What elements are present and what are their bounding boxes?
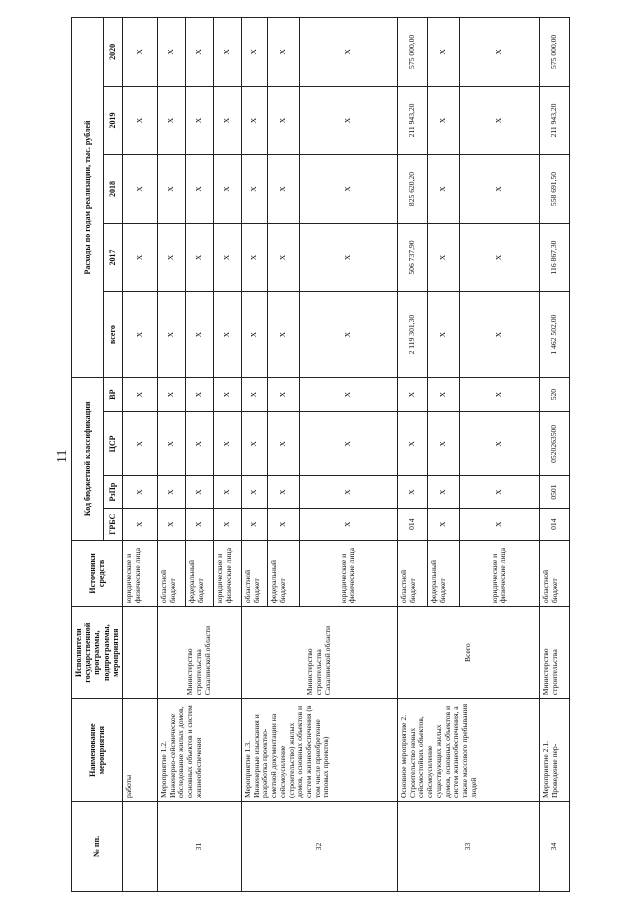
cell-total: X	[122, 292, 157, 378]
row-source: юридические и физические лица	[213, 540, 241, 606]
row-source: федеральный бюджет	[185, 540, 213, 606]
row-executor: Министерство строительства Сахалинской области	[157, 607, 241, 699]
row-name: Основное мероприятие 2. Строительство новых сейсмостойких объектов, сейсмоусиление существующих жилых домов, основных объектов и систем жизнеобеспечения, а также массового пребывания людей	[397, 699, 539, 802]
row-name: Мероприятие 2.1. Проведение пер-	[539, 699, 569, 802]
cell-2019: X	[122, 86, 157, 155]
row-source: юридические и физические лица	[299, 540, 397, 606]
cell-2017: X	[122, 223, 157, 292]
cell-csr: X	[213, 412, 241, 476]
cell-vr: X	[157, 377, 185, 411]
cell-2020: X	[459, 18, 539, 87]
header-executors: Исполнители государственной программы, подпрограммы, мероприятия	[72, 607, 123, 699]
row-executor: Министерство строительства	[539, 607, 569, 699]
cell-grbs: X	[213, 508, 241, 540]
header-total: всего	[103, 292, 122, 378]
row-num: 33	[397, 802, 539, 892]
row-num: 34	[539, 802, 569, 892]
cell-2018: 825 620,20	[397, 155, 427, 224]
cell-rzpr: X	[122, 476, 157, 508]
cell-vr: X	[459, 377, 539, 411]
cell-2017: 506 737,90	[397, 223, 427, 292]
cell-total: X	[267, 292, 299, 378]
cell-vr: X	[267, 377, 299, 411]
row-source: федеральный бюджет	[267, 540, 299, 606]
cell-rzpr: X	[185, 476, 213, 508]
cell-2017: X	[267, 223, 299, 292]
row-num-cell	[122, 802, 157, 892]
header-grbs: ГРБС	[103, 508, 122, 540]
cell-grbs: X	[267, 508, 299, 540]
cell-2020: 575 000,00	[539, 18, 569, 87]
header-rzpr: РзПр	[103, 476, 122, 508]
cell-csr: X	[397, 412, 427, 476]
header-2018: 2018	[103, 155, 122, 224]
row-num: 32	[241, 802, 397, 892]
cell-2019: X	[267, 86, 299, 155]
cell-2019: X	[241, 86, 267, 155]
cell-total: X	[459, 292, 539, 378]
cell-csr: X	[427, 412, 459, 476]
cell-2020: X	[122, 18, 157, 87]
header-2020: 2020	[103, 18, 122, 87]
cell-2017: X	[299, 223, 397, 292]
budget-table	[71, 17, 570, 892]
table-row	[241, 18, 267, 892]
row-source: областной бюджет	[539, 540, 569, 606]
cell-2019: 211 943,20	[397, 86, 427, 155]
cell-csr: 0520263500	[539, 412, 569, 476]
cell-2020: X	[157, 18, 185, 87]
cell-2020: X	[427, 18, 459, 87]
cell-rzpr: 0501	[539, 476, 569, 508]
row-source: юридические и физические лица	[459, 540, 539, 606]
cell-vr: X	[397, 377, 427, 411]
cell-2017: X	[459, 223, 539, 292]
table-row	[157, 18, 185, 892]
cell-2020: X	[185, 18, 213, 87]
row-executor-cell	[122, 607, 157, 699]
cell-vr: X	[213, 377, 241, 411]
cell-rzpr: X	[299, 476, 397, 508]
cell-total: X	[299, 292, 397, 378]
cell-2017: 116 867,30	[539, 223, 569, 292]
cell-csr: X	[122, 412, 157, 476]
cell-2018: X	[299, 155, 397, 224]
cell-total: 2 119 301,30	[397, 292, 427, 378]
table-row	[539, 18, 569, 892]
cell-csr: X	[241, 412, 267, 476]
cell-rzpr: X	[157, 476, 185, 508]
cell-2018: X	[157, 155, 185, 224]
cell-csr: X	[299, 412, 397, 476]
cell-vr: X	[241, 377, 267, 411]
row-source: областной бюджет	[397, 540, 427, 606]
cell-total: X	[185, 292, 213, 378]
cell-total: X	[241, 292, 267, 378]
cell-2018: X	[427, 155, 459, 224]
header-expenses: Расходы по годам реализации, тыс. рублей	[72, 18, 104, 378]
cell-vr: X	[185, 377, 213, 411]
cell-2020: X	[267, 18, 299, 87]
cell-2017: X	[241, 223, 267, 292]
cell-2018: X	[185, 155, 213, 224]
cell-2019: X	[427, 86, 459, 155]
cell-grbs: X	[241, 508, 267, 540]
row-num: 31	[157, 802, 241, 892]
cell-grbs: X	[299, 508, 397, 540]
cell-2019: X	[299, 86, 397, 155]
cell-vr: X	[427, 377, 459, 411]
header-name: Наименование мероприятия	[72, 699, 123, 802]
cell-rzpr: X	[397, 476, 427, 508]
row-source: областной бюджет	[157, 540, 185, 606]
cell-2019: X	[157, 86, 185, 155]
cell-2018: X	[241, 155, 267, 224]
row-name: работы	[122, 699, 157, 802]
cell-2020: 575 000,00	[397, 18, 427, 87]
cell-2018: 558 691,50	[539, 155, 569, 224]
cell-2018: X	[459, 155, 539, 224]
cell-2019: 211 943,20	[539, 86, 569, 155]
cell-total: X	[427, 292, 459, 378]
cell-rzpr: X	[267, 476, 299, 508]
cell-rzpr: X	[459, 476, 539, 508]
cell-rzpr: X	[427, 476, 459, 508]
cell-vr: X	[299, 377, 397, 411]
cell-csr: X	[185, 412, 213, 476]
cell-grbs: X	[122, 508, 157, 540]
header-vr: ВР	[103, 377, 122, 411]
table-row	[397, 18, 427, 892]
cell-total: X	[213, 292, 241, 378]
cell-2018: X	[213, 155, 241, 224]
cell-grbs: X	[459, 508, 539, 540]
cell-2019: X	[185, 86, 213, 155]
cell-rzpr: X	[241, 476, 267, 508]
cell-2017: X	[185, 223, 213, 292]
header-2019: 2019	[103, 86, 122, 155]
cell-2019: X	[459, 86, 539, 155]
header-2017: 2017	[103, 223, 122, 292]
cell-grbs: X	[185, 508, 213, 540]
rotated-page	[51, 17, 611, 892]
header-num: № пп.	[72, 802, 123, 892]
row-source: областной бюджет	[241, 540, 267, 606]
cell-2020: X	[213, 18, 241, 87]
row-source: юридические и физические лица	[122, 540, 157, 606]
cell-vr: 520	[539, 377, 569, 411]
cell-2017: X	[157, 223, 185, 292]
header-row-1	[72, 18, 104, 892]
cell-2020: X	[241, 18, 267, 87]
cell-csr: X	[267, 412, 299, 476]
row-source: федеральный бюджет	[427, 540, 459, 606]
header-sources: Источники средств	[72, 540, 123, 606]
cell-2018: X	[122, 155, 157, 224]
cell-csr: X	[157, 412, 185, 476]
cell-2020: X	[299, 18, 397, 87]
cell-total: 1 462 502,00	[539, 292, 569, 378]
cell-2019: X	[213, 86, 241, 155]
table-row	[122, 18, 157, 892]
cell-rzpr: X	[213, 476, 241, 508]
cell-vr: X	[122, 377, 157, 411]
cell-2017: X	[213, 223, 241, 292]
cell-grbs: 014	[539, 508, 569, 540]
header-csr: ЦСР	[103, 412, 122, 476]
cell-grbs: 014	[397, 508, 427, 540]
row-executor: Министерство строительства Сахалинской области	[241, 607, 397, 699]
row-executor: Всего	[397, 607, 539, 699]
row-name: Мероприятие 1.3. Инженерные изыскания и разработка проектно-сметной документации на сейсмоусиление (строительство) жилых домов, основных объектов и систем жизнеобеспечения (в том числе приобретение типовых проектов)	[241, 699, 397, 802]
header-budget-code: Код бюджетной классификации	[72, 377, 104, 540]
cell-grbs: X	[157, 508, 185, 540]
cell-grbs: X	[427, 508, 459, 540]
cell-2018: X	[267, 155, 299, 224]
row-name: Мероприятие 1.2. Инженерно-сейсмическое обследование жилых домов, основных объектов и систем жизнеобеспечения	[157, 699, 241, 802]
cell-csr: X	[459, 412, 539, 476]
cell-total: X	[157, 292, 185, 378]
page-number: 11	[55, 449, 70, 463]
cell-2017: X	[427, 223, 459, 292]
